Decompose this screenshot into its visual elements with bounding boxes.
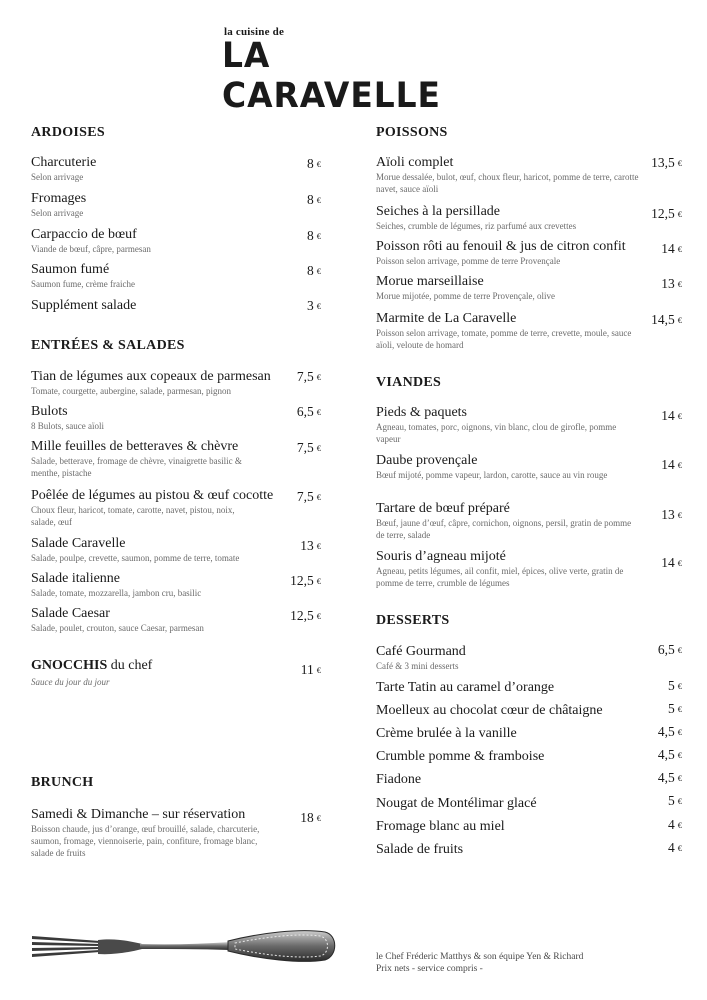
item-desc: Poisson selon arrivage, tomate, pomme de terre, crevette, moule, sauce aïoli, veloute de homard — [376, 328, 632, 350]
item-desc: 8 Bulots, sauce aïoli — [31, 421, 104, 431]
item-price: 8 € — [307, 228, 321, 243]
item-name: Salade de fruits — [376, 842, 464, 857]
item-price: 4,5 € — [657, 724, 682, 739]
item-price: 11 € — [300, 662, 321, 677]
item-price: 18 € — [300, 810, 321, 825]
menu-item — [376, 404, 641, 445]
item-name: Salade italienne — [31, 571, 121, 586]
brunch-item — [31, 806, 261, 859]
section-title-entrees: ENTRÉES & SALADES — [31, 338, 185, 353]
item-name: Pieds & paquets — [376, 405, 467, 420]
section-title-desserts: DESSERTS — [376, 613, 450, 628]
item-desc: Café & 3 mini desserts — [376, 661, 459, 671]
item-desc: Agneau, tomates, porc, oignons, vin blanc, clou de girofle, pomme vapeur — [376, 422, 617, 444]
item-desc: Seiches, crumble de légumes, riz parfumé aux crevettes — [376, 221, 577, 231]
item-price: 14 € — [661, 457, 682, 472]
item-price: 4,5 € — [657, 770, 682, 785]
footer-chef: le Chef Fréderic Matthys & son équipe Yen & Richard — [376, 952, 584, 962]
item-price: 13 € — [300, 538, 321, 553]
item-name: Tian de légumes aux copeaux de parmesan — [31, 369, 271, 384]
item-name: Charcuterie — [31, 155, 97, 170]
restaurant-logo — [222, 26, 512, 116]
gnocchis-title: GNOCCHIS du chef — [31, 658, 153, 673]
menu-item — [31, 535, 291, 564]
menu-item — [376, 748, 641, 765]
item-price: 8 € — [307, 192, 321, 207]
item-name: Aïoli complet — [376, 155, 454, 170]
item-desc: Boisson chaude, jus d’orange, œuf brouillé, salade, charcuterie, saumon, fromage, viennoiserie, pain, confiture, fromage blanc, salade de fruits — [31, 824, 260, 858]
menu-item — [376, 203, 641, 232]
menu-item — [31, 605, 291, 634]
item-name: Morue marseillaise — [376, 274, 484, 289]
menu-item — [376, 238, 641, 267]
item-desc: Poisson selon arrivage, pomme de terre Provençale — [376, 256, 561, 266]
menu-item — [376, 818, 641, 835]
gnocchis-subtitle: Sauce du jour du jour — [31, 677, 110, 687]
item-name: Marmite de La Caravelle — [376, 311, 517, 326]
menu-item — [31, 438, 271, 479]
item-price: 5 € — [668, 793, 682, 808]
menu-item — [376, 500, 641, 541]
item-desc: Salade, poulet, crouton, sauce Caesar, parmesan — [31, 623, 204, 633]
item-desc: Salade, tomate, mozzarella, jambon cru, basilic — [31, 588, 202, 598]
item-desc: Salade, betterave, fromage de chèvre, vinaigrette basilic & menthe, pistache — [31, 456, 242, 478]
menu-item — [376, 548, 641, 589]
item-price: 8 € — [307, 263, 321, 278]
item-price: 12,5 € — [290, 608, 321, 623]
item-name: Crème brulée à la vanille — [376, 726, 517, 741]
menu-item — [376, 702, 641, 719]
item-name: Poêlée de légumes au pistou & œuf cocotte — [31, 488, 274, 503]
menu-item — [376, 643, 641, 672]
item-price: 12,5 € — [290, 573, 321, 588]
menu-item — [31, 261, 291, 290]
menu-item — [31, 368, 291, 397]
item-name: Souris d’agneau mijoté — [376, 549, 506, 564]
item-desc: Bœuf, jaune d’œuf, câpre, cornichon, oignons, persil, gratin de pomme de terre, salade — [376, 518, 632, 540]
item-price: 14 € — [661, 408, 682, 423]
item-desc: Selon arrivage — [31, 172, 84, 182]
gnocchis-item — [31, 658, 291, 687]
menu-item — [376, 679, 641, 696]
menu-item — [31, 190, 291, 219]
item-price: 13 € — [661, 507, 682, 522]
item-price: 6,5 € — [657, 642, 682, 657]
item-name: Poisson rôti au fenouil & jus de citron confit — [376, 239, 626, 254]
fork-illustration — [30, 916, 340, 976]
item-desc: Morue mijotée, pomme de terre Provençale, olive — [376, 291, 555, 301]
item-desc: Morue dessalée, bulot, œuf, choux fleur, haricot, pomme de terre, carotte navet, sauce aïoli — [376, 172, 639, 194]
menu-item — [31, 226, 291, 255]
item-desc: Choux fleur, haricot, tomate, carotte, navet, pistou, noix, salade, œuf — [31, 505, 235, 527]
item-price: 14 € — [661, 241, 682, 256]
item-desc: Tomate, courgette, aubergine, salade, parmesan, pignon — [31, 386, 231, 396]
item-name: Moelleux au chocolat cœur de châtaigne — [376, 703, 603, 718]
item-name: Bulots — [31, 404, 68, 419]
item-price: 5 € — [668, 701, 682, 716]
menu-item — [376, 795, 641, 812]
item-price: 13 € — [661, 276, 682, 291]
section-title-poissons: POISSONS — [376, 125, 448, 140]
item-price: 13,5 € — [651, 155, 682, 170]
item-name: Tarte Tatin au caramel d’orange — [376, 680, 555, 695]
menu-item — [31, 570, 291, 599]
item-name: Fiadone — [376, 772, 422, 787]
item-price: 12,5 € — [651, 206, 682, 221]
menu-item — [31, 403, 291, 432]
item-desc: Agneau, petits légumes, ail confit, miel, épices, olive verte, gratin de pomme de terre, crumble de légumes — [376, 566, 624, 588]
menu-item — [31, 297, 291, 314]
item-price: 14 € — [661, 555, 682, 570]
item-name: Carpaccio de bœuf — [31, 227, 137, 242]
item-name: Salade Caesar — [31, 606, 110, 621]
item-name: Seiches à la persillade — [376, 204, 501, 219]
item-name: Mille feuilles de betteraves & chèvre — [31, 439, 239, 454]
menu-item — [376, 725, 641, 742]
section-title-ardoises: ARDOISES — [31, 125, 105, 140]
section-title-brunch: BRUNCH — [31, 775, 94, 790]
item-name: Samedi & Dimanche – sur réservation — [31, 807, 246, 822]
item-price: 3 € — [307, 298, 321, 313]
item-price: 4,5 € — [657, 747, 682, 762]
item-name: Nougat de Montélimar glacé — [376, 796, 537, 811]
item-price: 5 € — [668, 678, 682, 693]
menu-item — [31, 154, 291, 183]
menu-item — [376, 273, 641, 302]
footer-note: Prix nets - service compris - — [376, 964, 483, 974]
item-name: Daube provençale — [376, 453, 478, 468]
item-name: Saumon fumé — [31, 262, 110, 277]
footer — [376, 951, 583, 975]
logo-tagline: la cuisine de — [224, 26, 285, 38]
item-name: Supplément salade — [31, 298, 137, 313]
item-desc: Bœuf mijoté, pomme vapeur, lardon, carotte, sauce au vin rouge — [376, 470, 608, 480]
menu-item — [376, 452, 641, 481]
item-price: 8 € — [307, 156, 321, 171]
item-name: Tartare de bœuf préparé — [376, 501, 510, 516]
menu-item — [376, 841, 641, 858]
item-price: 6,5 € — [296, 404, 321, 419]
item-desc: Saumon fume, crème fraiche — [31, 279, 135, 289]
menu-item — [376, 310, 641, 351]
item-price: 7,5 € — [296, 489, 321, 504]
item-price: 4 € — [668, 840, 682, 855]
item-desc: Salade, poulpe, crevette, saumon, pomme de terre, tomate — [31, 553, 240, 563]
item-price: 4 € — [668, 817, 682, 832]
item-desc: Viande de bœuf, câpre, parmesan — [31, 244, 151, 254]
item-name: Fromage blanc au miel — [376, 819, 505, 834]
logo-brand: LA CARAVELLE — [222, 36, 441, 116]
item-price: 7,5 € — [296, 369, 321, 384]
menu-item — [31, 487, 274, 528]
menu-item — [376, 771, 641, 788]
item-price: 14,5 € — [651, 312, 682, 327]
item-name: Café Gourmand — [376, 644, 466, 659]
item-name: Salade Caravelle — [31, 536, 126, 551]
item-name: Fromages — [31, 191, 87, 206]
item-desc: Selon arrivage — [31, 208, 84, 218]
menu-item — [376, 154, 641, 195]
item-price: 7,5 € — [296, 440, 321, 455]
item-name: Crumble pomme & framboise — [376, 749, 545, 764]
section-title-viandes: VIANDES — [376, 375, 442, 390]
